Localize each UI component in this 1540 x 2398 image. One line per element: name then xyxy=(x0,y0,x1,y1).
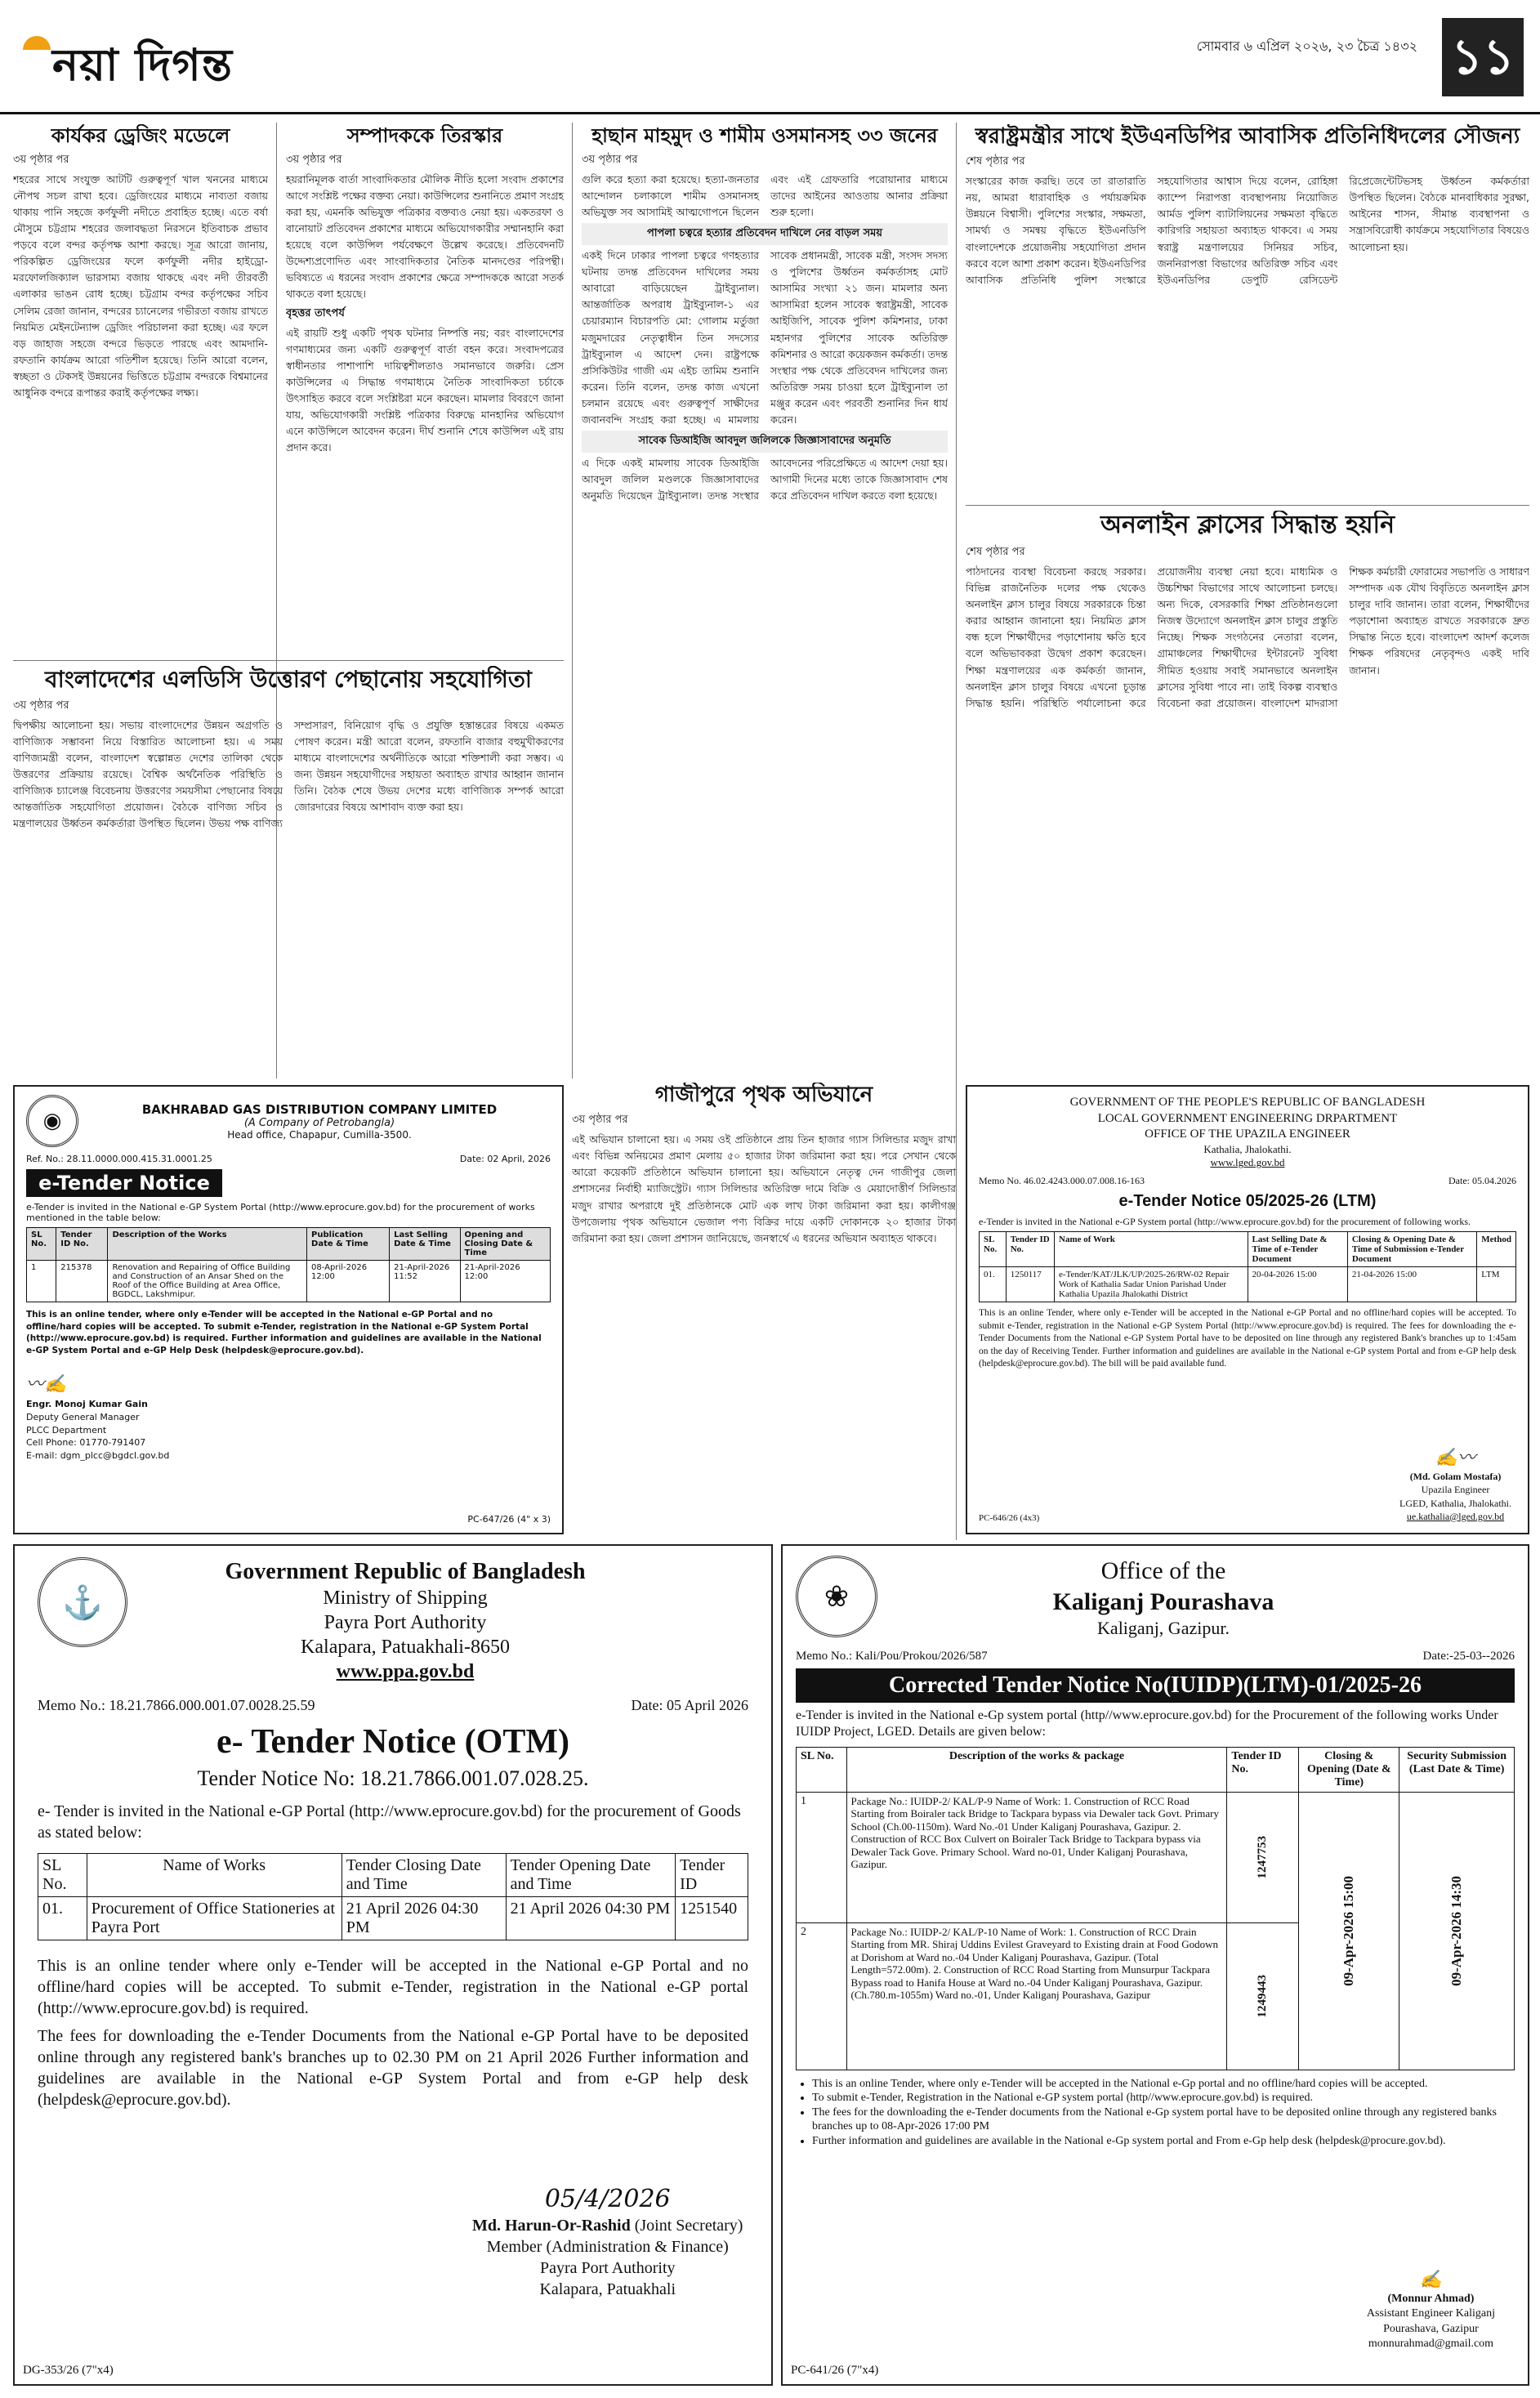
address-line: Kaliganj, Gazipur. xyxy=(1097,1618,1230,1638)
headline[interactable]: সম্পাদককে তিরস্কার xyxy=(346,124,503,147)
security-date: 09-Apr-2026 14:30 xyxy=(1448,1875,1465,1986)
signature-date: 05/4/2026 xyxy=(544,2185,671,2213)
company-address: Head office, Chapapur, Cumilla-3500. xyxy=(227,1128,412,1141)
tender-table xyxy=(26,1227,551,1302)
signer-name: (Md. Golam Mostafa) xyxy=(1409,1471,1502,1483)
ad-kaliganj xyxy=(781,1544,1529,2386)
signature: ✍ xyxy=(1419,2269,1443,2290)
byline: শেষ পৃষ্ঠার পর xyxy=(966,155,1025,168)
table-header: Tender ID No. xyxy=(1006,1232,1054,1267)
table-cell: e-Tender/KAT/JLK/UP/2025-26/RW-02 Repair Work of Kathalia Sadar Union Parishad Under Kathalia Upazila Jhalokathi District xyxy=(1055,1267,1248,1302)
dept-line: LOCAL GOVERNMENT ENGINEERING DRPARTMENT xyxy=(1097,1111,1398,1125)
table-cell: 21-04-2026 15:00 xyxy=(1347,1267,1476,1302)
table-header: Tender Opening Date and Time xyxy=(506,1854,676,1897)
headline[interactable]: কার্যকর ড্রেজিং মডেলে xyxy=(51,124,230,147)
tender-number: Tender Notice No: 18.21.7866.001.07.028.25. xyxy=(197,1766,589,1790)
website-link[interactable]: www.ppa.gov.bd xyxy=(336,1661,475,1682)
signer-office: Payra Port Authority xyxy=(539,2259,676,2277)
article-body: এই রায়টি শুধু একটি পৃথক ঘটনার নিষ্পত্তি নয়; বরং বাংলাদেশের গণমাধ্যমের জন্য একটি গুরুত্বপূর্ণ বার্তা বহন করে। সংবাদপত্রের স্বাধীনতার পাশাপাশি দায়িত্বশীলতাও সমানভাবে জরুরি। প্রেস কাউন্সিলের এ সিদ্ধান্ত গণমাধ্যমে নৈতিক সাংবাদিকতা চর্চাকে উৎসাহিত করবে বলে সংশ্লিষ্টরা মনে করছেন। মামলার বিবরণে জানা যায়, অভিযোগকারী সংশ্লিষ্ট পত্রিকার বিরুদ্ধে মানহানির অভিযোগ এনে কাউন্সিলে আবেদন করেন। দীর্ঘ শুনানি শেষে কাউন্সিল এই রায় প্রদান করে। xyxy=(286,326,564,454)
place-line: Kathalia, Jhalokathi. xyxy=(1203,1142,1292,1155)
article-body: শহরের সাথে সংযুক্ত আটটি গুরুত্বপূর্ণ খাল খননের মাধ্যমে নৌপথ সচল রাখা হবে। ড্রেজিংয়ের মাধ্যমে নাব্যতা বজায় থাকায় পানি সহজে কর্ণফুলী নদীতে প্রবাহিত হচ্ছে। এতে বর্ষা মৌসুমে চট্টগ্রাম শহরের জলাবদ্ধতা নিরসনে ইতিবাচক প্রভাব পড়বে বলে বন্দর কর্তৃপক্ষ আশা করছে। সূত্র আরো জানায়, পরিকল্পিত ড্রেজিংয়ের ফলে কর্ণফুলী নদীর হাইড্রো-মরফোলজিক্যাল ভারসাম্য বজায় থাকছে এবং নদী তীরবর্তী এলাকার ভাঙন রোধ হচ্ছে। চট্টগ্রাম বন্দর কর্তৃপক্ষের সচিব সেলিম রেজা জানান, বন্দরের চ্যানেলের গভীরতা বজায় রাখতে নিয়মিত মেইনটেন্যান্স ড্রেজিং পরিচালনা করা হচ্ছে। এর ফলে বড় জাহাজ সহজে বন্দরে ভিড়তে পারছে এবং আমদানি-রফতানি কার্যক্রম আরো গতিশীল হয়েছে। তিনি আরো বলেন, স্বচ্ছতা ও টেকসই উন্নয়নের ভিত্তিতে চট্টগ্রাম বন্দরকে বিশ্বমানের আধুনিক বন্দরে রূপান্তর করাই কর্তৃপক্ষের লক্ষ্য। xyxy=(13,172,268,400)
signer-designation: Member (Administration & Finance) xyxy=(486,2238,729,2256)
table-row xyxy=(797,1792,1515,1922)
table-row xyxy=(980,1267,1516,1302)
tender-id: 1247753 xyxy=(1256,1835,1270,1879)
condition-item: • Further information and guidelines are available in the National e-Gp system portal and From e-Gp help desk (helpdesk@procure.gov.bd). xyxy=(812,2134,1515,2149)
ad-intro: e-Tender is invited in the National e-Gp system portal (http//www.eprocure.gov.bd) for the Procurement of the following works Under IUIDP Project, LGED. Details are given below: xyxy=(796,1708,1498,1739)
article-body: গুলি করে হত্যা করা হয়েছে। হত্যা-জনতার আন্দোলন চলাকালে শামীম ওসমানসহ অভিযুক্ত সব আসামিই আত্মগোপনে ছিলেন এবং এই গ্রেফতারি পরোয়ানার মাধ্যমে তাদের আইনের আওতায় আনার প্রক্রিয়া শুরু হলো। xyxy=(582,172,948,218)
byline: ৩য় পৃষ্ঠার পর xyxy=(13,153,69,166)
table-row xyxy=(27,1261,551,1302)
masthead xyxy=(0,0,1540,114)
tender-id: 1249443 xyxy=(1256,1974,1270,2018)
signer-designation: Upazila Engineer xyxy=(1421,1484,1490,1496)
memo-number: Memo No.: Kali/Pou/Prokou/2026/587 xyxy=(796,1649,988,1663)
byline: শেষ পৃষ্ঠার পর xyxy=(966,546,1025,558)
column-divider xyxy=(572,123,573,1078)
subheading: সাবেক ডিআইজি আবদুল জলিলকে জিজ্ঞাসাবাদের অনুমতি xyxy=(582,431,948,453)
ad-date: Date:-25-03--2026 xyxy=(1422,1649,1515,1663)
ad-title: Corrected Tender Notice No(IUIDP)(LTM)-01/2025-26 xyxy=(796,1668,1515,1703)
table-header: Opening and Closing Date & Time xyxy=(460,1228,550,1261)
memo-number: Memo No. 46.02.4243.000.07.008.16-163 xyxy=(979,1175,1145,1187)
signer-phone: Cell Phone: 01770-791407 xyxy=(26,1437,146,1449)
table-header: SL No. xyxy=(980,1232,1007,1267)
signer-office: LGED, Kathalia, Jhalokathi. xyxy=(1399,1497,1511,1509)
signer-email[interactable]: ue.kathalia@lged.gov.bd xyxy=(1406,1510,1505,1522)
table-cell: 20-04-2026 15:00 xyxy=(1248,1267,1347,1302)
ad-note: This is an online tender, where only e-Tender will be accepted in the National e-GP Portal and no offline/hard copies will be accepted. To submit e-Tender, registration in the National e-GP System Portal (http://www.eprocure.gov.bd) is required. Further information and guidelines are available in the National e-GP System Portal and e-GP Help Desk (helpdesk@eprocure.gov.bd). xyxy=(26,1310,542,1356)
article-editor xyxy=(286,124,564,655)
ministry-line: Ministry of Shipping xyxy=(323,1588,488,1609)
signer-name: Engr. Monoj Kumar Gain xyxy=(26,1398,148,1409)
table-cell: Package No.: IUIDP-2/ KAL/P-9 Name of Work: 1. Construction of RCC Road Starting from Boiraler tack Bridge to Tackpara bypass via Dewaler tack Govt. Primary School (Ch.00-1150m). Ward No.-01 Under Kaliganj Pourashava, Gazipur. 2. Construction of RCC Box Culvert on Boiraler Tack Bridge to Tackpara bypass via Dewaler Tack Gove. Primary School. Ward no-01, Under Kaliganj Pourashava, Gazipur. xyxy=(846,1792,1227,1922)
table-cell: 21 April 2026 04:30 PM xyxy=(341,1897,506,1940)
subheading: পাপলা চত্বরে হত্যার প্রতিবেদন দাখিলে নের বাড়ল সময় xyxy=(582,223,948,245)
table-cell: 1 xyxy=(27,1261,56,1302)
ad-header xyxy=(979,1095,1516,1170)
ad-code: DG-353/26 (7"x4) xyxy=(23,2364,114,2377)
ref-row xyxy=(26,1154,551,1164)
table-header: SL No. xyxy=(38,1854,87,1897)
ref-number: Ref. No.: 28.11.0000.000.415.31.0001.25 xyxy=(26,1154,212,1164)
office-line: Office of the xyxy=(1100,1557,1226,1584)
ad-date: Date: 05.04.2026 xyxy=(1448,1175,1516,1187)
signer-designation: Assistant Engineer Kaliganj xyxy=(1366,2307,1495,2320)
table-cell: Package No.: IUIDP-2/ KAL/P-10 Name of Work: 1. Construction of RCC Drain Starting from MR. Shiraj Uddins Evilest Graveyard to Existing drain at Food Godown at Dorishom at Ward no.-04 Under Kaliganj Pourashava, Gazipur. (Total Length=572.00m). 2. Construction of RCC Road Starting from Munsurpur Tackpara Bypass road to Hanifa House at Ward no.-04 Under Kaliganj Pourashava, Gazipur. (Ch.780.m-1055m) Ward no.-01, Under Kaliganj Pourashava, Gazipur xyxy=(846,1922,1227,2070)
address-line: Kalapara, Patuakhali-8650 xyxy=(301,1637,510,1658)
pourashava-name: Kaliganj Pourashava xyxy=(1052,1588,1274,1615)
ad-lged xyxy=(966,1085,1529,1534)
article-ldc xyxy=(13,666,564,1078)
ad-code: PC-646/26 (4x3) xyxy=(979,1513,1040,1523)
ad-payra xyxy=(13,1544,773,2386)
page-number: ১১ xyxy=(1442,18,1524,96)
table-header: Tender ID No. xyxy=(56,1228,108,1261)
signer-office: Pourashava, Gazipur xyxy=(1383,2322,1479,2335)
headline[interactable]: হাছান মাহমুদ ও শামীম ওসমানসহ ৩৩ জনের xyxy=(591,124,938,147)
article-gazipur xyxy=(572,1083,956,1536)
article-body: সংস্কারের কাজ করছি। তবে তা রাতারাতি নয়, আমরা ধারাবাহিক ও পর্যায়ক্রমিক উন্নয়নে বিশ্বাসী। পুলিশের সংস্কার, সক্ষমতা, সামর্থ্য ও সমন্বয় বৃদ্ধিতে ইউএনডিপি বাংলাদেশকে প্রয়োজনীয় সহযোগিতা প্রদান করবে বলে আশা প্রকাশ করেন। ইউএনডিপির আবাসিক প্রতিনিধি পুলিশ সংস্কারে সহযোগিতার আশ্বাস দিয়ে বলেন, রোহিঙ্গা ক্যাম্পে নিরাপত্তা ব্যবস্থাপনায় নিয়োজিত আর্মড পুলিশ ব্যাটালিয়নের সক্ষমতা বৃদ্ধিতে কারিগরি সহায়তা অব্যাহত থাকবে। এ সময় স্বরাষ্ট্র মন্ত্রণালয়ের সিনিয়র সচিব, জননিরাপত্তা বিভাগের অতিরিক্ত সচিব এবং ইউএনডিপির ডেপুটি রেসিডেন্ট রিপ্রেজেন্টেটিভসহ উর্ধ্বতন কর্মকর্তারা উপস্থিত ছিলেন। বৈঠকে মানবাধিকার সুরক্ষা, আইনের শাসন, সীমান্ত ব্যবস্থাপনা ও সন্ত্রাসবিরোধী কার্যক্রমে সহযোগিতার বিষয়েও আলোচনা হয়। xyxy=(966,175,1529,286)
tender-table xyxy=(979,1231,1516,1302)
table-header: Name of Work xyxy=(1055,1232,1248,1267)
table-header: Last Selling Date & Time xyxy=(390,1228,460,1261)
table-row xyxy=(38,1897,748,1940)
divider xyxy=(966,505,1529,506)
article-body: একই দিনে ঢাকার পাপলা চত্বরে গণহত্যার ঘটনায় তদন্ত প্রতিবেদন দাখিলের সময় আবারো বাড়িয়েছেন ট্রাইব্যুনাল। আন্তর্জাতিক অপরাধ ট্রাইব্যুনাল-১ এর চেয়ারম্যান বিচারপতি মো: গোলাম মর্তুজা মজুমদারের নেতৃত্বাধীন তিন সদস্যের ট্রাইব্যুনাল এ আদেশ দেন। রাষ্ট্রপক্ষে প্রসিকিউটর গাজী এম এইচ তামিম শুনানি করেন। তিনি বলেন, তদন্ত কাজ এখনো চলমান রয়েছে এবং গুরুত্বপূর্ণ সাক্ষীদের জবানবন্দি সংগ্রহ করা হচ্ছে। এ মামলায় সাবেক প্রধানমন্ত্রী, সাবেক মন্ত্রী, সংসদ সদস্য ও পুলিশের উর্ধ্বতন কর্মকর্তাসহ মোট আসামির সংখ্যা ২১ জন। মামলার অন্য আসামিরা হলেন সাবেক স্বরাষ্ট্রমন্ত্রী, সাবেক আইজিপি, সাবেক পুলিশ কমিশনার, ঢাকা মহানগর পুলিশের সাবেক অতিরিক্ত কমিশনার ও আরো কয়েকজন কর্মকর্তা। তদন্ত সংস্থার পক্ষ থেকে প্রতিবেদন দাখিলের জন্য অতিরিক্ত সময় চাওয়া হলে ট্রাইব্যুনাল তা মঞ্জুর করেন এবং পরবর্তী শুনানির দিন ধার্য করেন। xyxy=(582,249,948,426)
signature-block xyxy=(1399,1446,1511,1523)
newspaper-logo[interactable]: নয়া দিগন্ত xyxy=(23,31,233,105)
signer-place: Kalapara, Patuakhali xyxy=(539,2280,676,2298)
byline: ৩য় পৃষ্ঠার পর xyxy=(286,153,342,166)
table-header: Closing & Opening (Date & Time) xyxy=(1299,1747,1399,1792)
memo-number: Memo No.: 18.21.7866.000.001.07.0028.25.59 xyxy=(38,1697,315,1713)
ad-intro: e-Tender is invited in the National e-GP System portal (http://www.eprocure.gov.bd) for the procurement of following works. xyxy=(979,1216,1471,1228)
ad-intro: e-Tender is invited in the National e-GP System Portal (http://www.eprocure.gov.bd) for the procurement of works mentioned in the table below: xyxy=(26,1202,535,1223)
condition-item: • To submit e-Tender, Registration in the National e-GP system portal (http//www.eprocure.gov.bd) is required. xyxy=(812,2091,1515,2106)
table-header: Method xyxy=(1477,1232,1516,1267)
subheading: বৃহত্তর তাৎপর্য xyxy=(286,306,345,319)
ref-row xyxy=(38,1697,748,1714)
payra-port-emblem-icon: ⚓ xyxy=(38,1557,127,1647)
table-cell: 21-April-2026 12:00 xyxy=(460,1261,550,1302)
headline[interactable]: বাংলাদেশের এলডিসি উত্তোরণ পেছানোয় সহযোগিতা xyxy=(45,666,532,693)
company-logo-icon: ◉ xyxy=(26,1095,78,1147)
gov-line: GOVERNMENT OF THE PEOPLE'S REPUBLIC OF BANGLADESH xyxy=(1069,1096,1426,1109)
signature: 〰✍ xyxy=(26,1373,67,1395)
ad-note: This is an online tender where only e-Tender will be accepted in the National e-GP Portal and no offline/hard copies will be accepted. To submit e-Tender, registration in the National e-GP portal (http://www.eprocure.gov.bd) is required. xyxy=(38,1957,748,2017)
ad-date: Date: 05 April 2026 xyxy=(631,1697,748,1713)
ad-title: e-Tender Notice xyxy=(26,1169,222,1197)
signer-note: (Joint Secretary) xyxy=(634,2217,743,2235)
signature-block xyxy=(1367,2269,1495,2351)
article-body: পাঠদানের ব্যবস্থা বিবেচনা করছে সরকার। বিভিন্ন রাজনৈতিক দলের পক্ষ থেকেও অনলাইন ক্লাস চালুর বিষয়ে সরকারকে চিন্তা করার আহ্বান জানানো হয়। নিয়মিত ক্লাস বন্ধ হলে শিক্ষার্থীদের পড়াশোনায় ক্ষতি হবে বলে অভিভাবকরা উদ্বেগ প্রকাশ করেছেন। শিক্ষা মন্ত্রণালয়ের এক কর্মকর্তা জানান, অনলাইন ক্লাস চালুর বিষয়ে এখনো চূড়ান্ত সিদ্ধান্ত হয়নি। পরিস্থিতি পর্যালোচনা করে প্রয়োজনীয় ব্যবস্থা নেয়া হবে। মাধ্যমিক ও উচ্চশিক্ষা বিভাগের সাথে আলোচনা চলছে। অন্য দিকে, বেসরকারি শিক্ষা প্রতিষ্ঠানগুলো নিজস্ব উদ্যোগে অনলাইন ক্লাস চালুর প্রস্তুতি নিচ্ছে। শিক্ষক সংগঠনের নেতারা বলেন, গ্রামাঞ্চলের শিক্ষার্থীদের ইন্টারনেট সুবিধা সীমিত হওয়ায় সবাই সমানভাবে অনলাইন ক্লাসের সুবিধা পাবে না। তাই বিকল্প ব্যবস্থাও বিবেচনা করা প্রয়োজন। বাংলাদেশ মাদরাসা শিক্ষক কর্মচারী ফোরামের সভাপতি ও সাধারণ সম্পাদক এক যৌথ বিবৃতিতে অনলাইন ক্লাস চালুর দাবি জানান। তারা বলেন, শিক্ষার্থীদের পড়াশোনা অব্যাহত রাখতে সরকারকে দ্রুত সিদ্ধান্ত নিতে হবে। বাংলাদেশ আদর্শ কলেজ শিক্ষক পরিষদের নেতৃবৃন্দও একই দাবি জানান। xyxy=(966,565,1529,709)
divider xyxy=(13,660,564,661)
ad-note: The fees for downloading the e-Tender Documents from the National e-GP Portal have to be deposited online through any registered bank's branches up to 02.30 PM on 21 April 2026 Further information and guidelines are available in the National e-GP System Portal and from e-GP help desk (helpdesk@eprocure.gov.bd). xyxy=(38,2027,748,2109)
ad-code: PC-641/26 (7"x4) xyxy=(791,2364,879,2377)
tender-table xyxy=(796,1747,1515,2070)
table-header: SL No. xyxy=(797,1747,847,1792)
byline: ৩য় পৃষ্ঠার পর xyxy=(582,153,638,166)
ad-header xyxy=(26,1095,551,1147)
sun-icon xyxy=(23,36,51,50)
closing-date: 09-Apr-2026 15:00 xyxy=(1341,1875,1357,1986)
ad-title: e-Tender Notice 05/2025-26 (LTM) xyxy=(1118,1192,1377,1211)
table-cell: 01. xyxy=(38,1897,87,1940)
condition-item: • This is an online Tender, where only e-Tender will be accepted in the National e-Gp portal and no offline/hard copies will be accepted. xyxy=(812,2077,1515,2092)
table-cell: 21-April-2026 11:52 xyxy=(390,1261,460,1302)
authority-line: Payra Port Authority xyxy=(324,1612,487,1633)
byline: ৩য় পৃষ্ঠার পর xyxy=(13,699,69,712)
company-name: BAKHRABAD GAS DISTRIBUTION COMPANY LIMITED xyxy=(141,1101,498,1117)
table-cell: LTM xyxy=(1477,1267,1516,1302)
signature-block xyxy=(472,2183,743,2300)
signer-email: E-mail: dgm_plcc@bgdcl.gov.bd xyxy=(26,1450,170,1462)
pourashava-emblem-icon: ❀ xyxy=(796,1556,877,1637)
table-cell: 1 xyxy=(797,1792,847,1922)
article-body: এই অভিযান চালানো হয়। এ সময় ওই প্রতিষ্ঠানে প্রায় তিন হাজার গ্যাস সিলিন্ডার মজুদ রাখা এবং বিভিন্ন অনিয়মের প্রমাণ মেলায় ৫০ হাজার টাকা জরিমানা করা হয়। পরে সেখান থেকে আরো কয়েকটি প্রতিষ্ঠানে অভিযান চালানো হয়। অভিযানে নেতৃত্ব দেন গাজীপুর জেলা প্রশাসনের নির্বাহী ম্যাজিস্ট্রেট। গ্যাস সিলিন্ডার অতিরিক্ত দামে বিক্রি ও মেয়াদোত্তীর্ণ সিলিন্ডার মজুদ রাখার অপরাধে দুই প্রতিষ্ঠানকে মোট এক লাখ টাকা জরিমানা করা হয়। কালীগঞ্জ উপজেলায় পৃথক অভিযানে ভেজাল পণ্য বিক্রির দায়ে একটি দোকানকে ২০ হাজার টাকা জরিমানা করা হয়। জেলা প্রশাসন জানিয়েছে, জনস্বার্থে এ ধরনের অভিযান অব্যাহত থাকবে। xyxy=(572,1133,956,1244)
byline: ৩য় পৃষ্ঠার পর xyxy=(572,1114,628,1127)
table-cell: Renovation and Repairing of Office Building and Construction of an Ansar Shed on the Roof of the Office Building at Area Office, BGDCL, Lakshmipur. xyxy=(108,1261,307,1302)
condition-item: • The fees for the downloading the e-Tender documents from the National e-Gp system portal have to be deposited online through any registered banks branches up to 08-Apr-2026 17:00 PM xyxy=(812,2106,1515,2134)
table-header: Tender ID xyxy=(676,1854,748,1897)
ad-header xyxy=(796,1556,1515,1640)
office-line: OFFICE OF THE UPAZILA ENGINEER xyxy=(1145,1128,1350,1141)
ad-header xyxy=(38,1557,748,1684)
ref-row xyxy=(796,1650,1515,1663)
signer-email[interactable]: monnurahmad@gmail.com xyxy=(1368,2337,1494,2350)
table-cell: 01. xyxy=(980,1267,1007,1302)
signer-designation: Deputy General Manager xyxy=(26,1411,140,1422)
ad-title: e- Tender Notice (OTM) xyxy=(216,1723,569,1761)
table-header: Description of the Works xyxy=(108,1228,307,1261)
ad-bakhrabad xyxy=(13,1085,564,1534)
gov-line: Government Republic of Bangladesh xyxy=(225,1559,586,1584)
article-undp xyxy=(966,124,1529,500)
table-cell: 2 xyxy=(797,1922,847,2070)
table-cell: 215378 xyxy=(56,1261,108,1302)
ref-row xyxy=(979,1175,1516,1187)
tender-table xyxy=(38,1853,748,1940)
headline[interactable]: স্বরাষ্ট্রমন্ত্রীর সাথে ইউএনডিপির আবাসিক প্রতিনিধিদলের সৌজন্য xyxy=(975,124,1520,149)
ad-code: PC-647/26 (4" x 3) xyxy=(467,1514,551,1525)
company-subtitle: (A Company of Petrobangla) xyxy=(243,1116,395,1129)
table-header: Publication Date & Time xyxy=(307,1228,390,1261)
article-body: এ দিকে একই মামলায় সাবেক ডিআইজি আবদুল জলিল মণ্ডলকে জিজ্ঞাসাবাদের অনুমতি দিয়েছেন ট্রাইব্যুনাল। তদন্ত সংস্থার আবেদনের পরিপ্রেক্ষিতে এ আদেশ দেয়া হয়। আগামী দিনের মধ্যে তাকে জিজ্ঞাসাবাদ শেষ করে প্রতিবেদন দাখিল করতে বলা হয়েছে। xyxy=(582,457,948,502)
table-header: Security Submission (Last Date & Time) xyxy=(1399,1747,1515,1792)
headline[interactable]: অনলাইন ক্লাসের সিদ্ধান্ত হয়নি xyxy=(1100,511,1395,539)
article-dredging xyxy=(13,124,268,655)
column-divider xyxy=(956,123,957,1540)
table-cell: 1250117 xyxy=(1006,1267,1054,1302)
headline[interactable]: গাজীপুরে পৃথক অভিযানে xyxy=(654,1083,873,1107)
table-header: Closing & Opening Date & Time of Submission e-Tender Document xyxy=(1347,1232,1476,1267)
article-body: দ্বিপক্ষীয় আলোচনা হয়। সভায় বাংলাদেশের উন্নয়ন অগ্রগতি ও বাণিজ্যিক সম্ভাবনা নিয়ে বিস্তারিত আলোচনা হয়। এ সময় বাণিজ্যমন্ত্রী বলেন, বাংলাদেশ স্বল্পোন্নত দেশের তালিকা থেকে উত্তরণের প্রক্রিয়ায় রয়েছে। বৈশ্বিক অর্থনৈতিক পরিস্থিতি ও বাণিজ্যিক চ্যালেঞ্জ বিবেচনায় উত্তরণের সময়সীমা পেছানোর বিষয়ে আন্তর্জাতিক সহযোগিতা প্রয়োজন। বৈঠকে বাণিজ্য সচিব ও মন্ত্রণালয়ের উর্ধ্বতন কর্মকর্তারা উপস্থিত ছিলেন। উভয় পক্ষ বাণিজ্য সম্প্রসারণ, বিনিয়োগ বৃদ্ধি ও প্রযুক্তি হস্তান্তরের বিষয়ে একমত পোষণ করেন। মন্ত্রী আরো বলেন, রফতানি বাজার বহুমুখীকরণের মাধ্যমে বাংলাদেশের অর্থনীতিকে আরো শক্তিশালী করা সম্ভব। এ জন্য উন্নয়ন সহযোগীদের সহায়তা অব্যাহত রাখার আহ্বান জানান তিনি। বৈঠক শেষে উভয় দেশের মধ্যে বাণিজ্যিক সম্পর্ক আরো জোরদারের বিষয়ে আশাবাদ ব্যক্ত করা হয়। xyxy=(13,718,564,830)
table-header: Name of Works xyxy=(87,1854,341,1897)
signer-name: Md. Harun-Or-Rashid xyxy=(472,2217,631,2235)
article-online xyxy=(966,511,1529,1083)
ad-intro: e- Tender is invited in the National e-GP Portal (http://www.eprocure.gov.bd) for the procurement of Goods as stated below: xyxy=(38,1802,741,1842)
table-cell: 1251540 xyxy=(676,1897,748,1940)
table-cell: 08-April-2026 12:00 xyxy=(307,1261,390,1302)
table-header: Last Selling Date & Time of e-Tender Document xyxy=(1248,1232,1347,1267)
article-hasan xyxy=(582,124,948,1080)
table-header: Tender ID No. xyxy=(1227,1747,1299,1792)
issue-date: সোমবার ৬ এপ্রিল ২০২৬, ২৩ চৈত্র ১৪৩২ xyxy=(1196,38,1417,54)
table-cell: Procurement of Office Stationeries at Payra Port xyxy=(87,1897,341,1940)
table-cell: 21 April 2026 04:30 PM xyxy=(506,1897,676,1940)
website-link[interactable]: www.lged.gov.bd xyxy=(1210,1156,1285,1169)
ad-date: Date: 02 April, 2026 xyxy=(459,1154,551,1164)
table-header: Description of the works & package xyxy=(846,1747,1227,1792)
table-header: SL No. xyxy=(27,1228,56,1261)
ad-note: This is an online Tender, where only e-Tender will be accepted in the National e-GP Portal and no offline/hard copies will be accepted. To submit e-Tender, registration in the National e-GP System Portal (http://www.eprocure.gov.bd) is required. The fees for downloading the e-Tender Documents from the National e-GP System Portal have to be deposited on line through any registered Bank's branches up to 1:45am on the day of Receiving Tender. Further information and guidelines are available in the National e-GP system Portal and from e-GP help desk (helpdesk@eprocure.gov.bd). The bill will be paid available fund. xyxy=(979,1308,1516,1369)
article-body: হয়রানিমূলক বার্তা সাংবাদিকতার মৌলিক নীতি হলো সংবাদ প্রকাশের আগে সংশ্লিষ্ট পক্ষের বক্তব্য নেয়া। কাউন্সিলের শুনানিতে প্রমাণ সংগ্রহ করা হয়, এমনকি অভিযুক্ত পত্রিকার বক্তব্যও নেয়া হয়। একতরফা ও বানোয়াট প্রতিবেদন প্রকাশের মাধ্যমে অভিযোগকারীর সম্মানহানি করা হয়েছে বলে কাউন্সিল পর্যবেক্ষণে উল্লেখ করেছে। প্রতিবেদনটি উদ্দেশ্যপ্রণোদিত এবং সাংবাদিকতার নৈতিক মানদণ্ডের পরিপন্থী। ভবিষ্যতে এ ধরনের সংবাদ প্রকাশের ক্ষেত্রে সম্পাদককে আরো সতর্ক থাকতে বলা হয়েছে। xyxy=(286,172,564,301)
signature: ✍〰 xyxy=(1435,1447,1476,1468)
signature-block xyxy=(26,1372,551,1463)
ad-conditions xyxy=(812,2077,1515,2149)
table-header: Tender Closing Date and Time xyxy=(341,1854,506,1897)
signer-name: (Monnur Ahmad) xyxy=(1387,2293,1475,2306)
signer-dept: PLCC Department xyxy=(26,1424,107,1436)
